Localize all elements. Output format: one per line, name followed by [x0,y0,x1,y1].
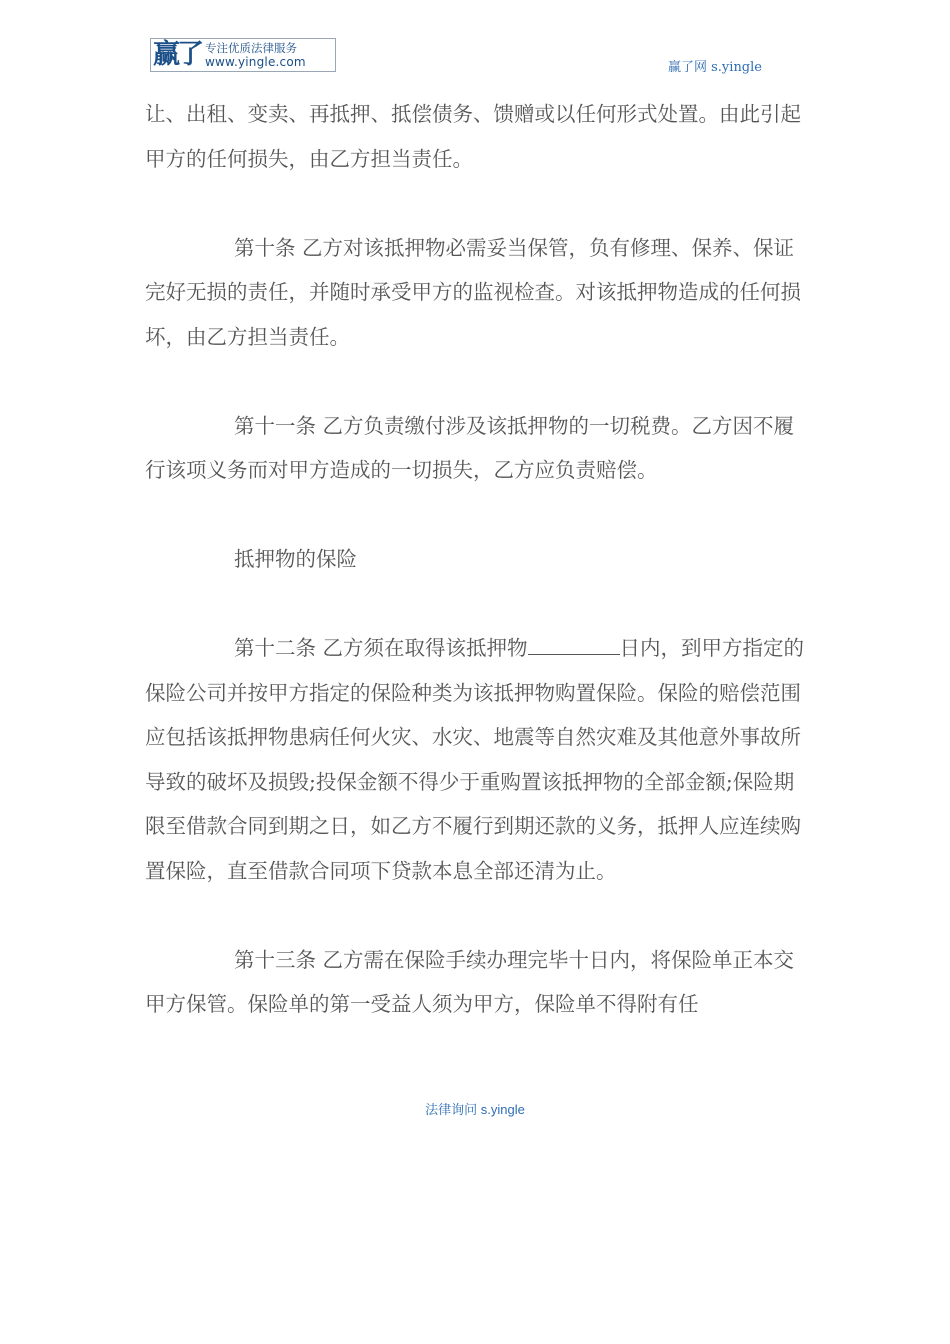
article-12-part-2: 日内，到甲方指定的保险公司并按甲方指定的保险种类为该抵押物购置保险。保险的赔偿范围应包括该抵押物患病任何火灾、水灾、地震等自然灾难及其他意外事故所导致的破坏及损毁;投保金额不得少于重购置该抵押物的全部金额;保险期限至借款合同到期之日，如乙方不履行到期还款的义务，抵押人应连续购置保险，直至借款合同项下贷款本息全部还清为止。 [145,636,805,883]
section-heading-insurance: 抵押物的保险 [234,547,357,571]
logo-mark: 赢了 [153,39,201,70]
article-11: 第十一条 乙方负责缴付涉及该抵押物的一切税费。乙方因不履行该项义务而对甲方造成的一切损失，乙方应负责赔偿。 [145,413,795,482]
logo-slogan: 专注优质法律服务 [205,41,297,55]
article-10: 第十条 乙方对该抵押物必需妥当保管，负有修理、保养、保证完好无损的责任，并随时承受甲方的监视检查。对该抵押物造成的任何损坏，由乙方担当责任。 [145,235,801,349]
logo-text [203,41,306,69]
paragraph-gap [145,582,810,627]
paragraph-gap [145,181,810,226]
logo-url: www.yingle.com [205,55,306,69]
paragraph-continuation: 让、出租、变卖、再抵押、抵偿债务、馈赠或以任何形式处置。由此引起甲方的任何损失，由乙方担当责任。 [145,102,801,171]
article-12-part-1: 第十二条 乙方须在取得该抵押物 [234,636,528,660]
article-12 [145,626,810,893]
document-body [145,92,810,1027]
article-13: 第十三条 乙方需在保险手续办理完毕十日内，将保险单正本交甲方保管。保险单的第一受益人须为甲方，保险单不得附有任 [145,947,795,1016]
header-site-label[interactable]: 赢了网 s.yingle [668,60,762,75]
fill-in-blank [528,653,620,655]
paragraph-gap [145,893,810,938]
paragraph-gap [145,359,810,404]
paragraph-gap [145,493,810,538]
yingle-logo[interactable] [150,38,336,72]
footer [0,1099,950,1118]
footer-link[interactable]: 法律询问 s.yingle [425,1102,525,1117]
